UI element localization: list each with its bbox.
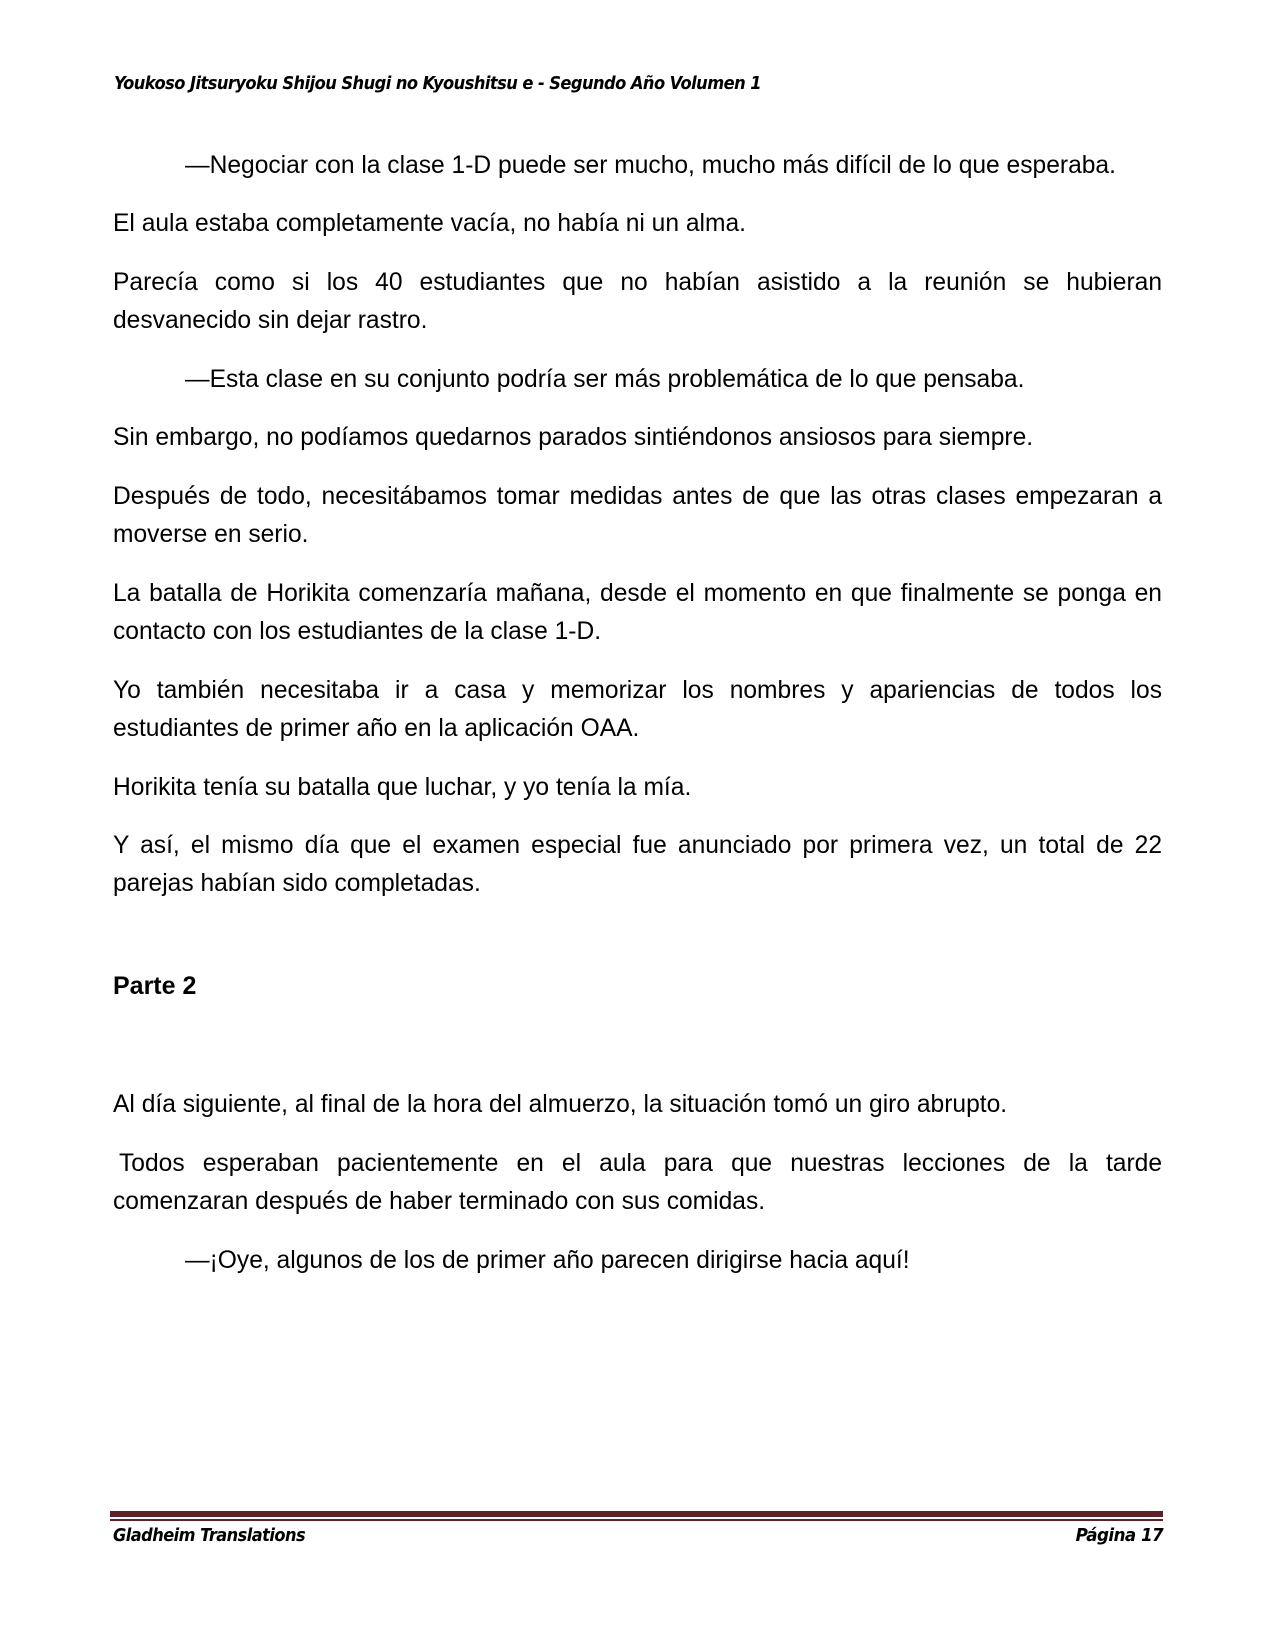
page-number: Página 17 xyxy=(1075,1525,1163,1546)
paragraph: Todos esperaban pacientemente en el aula para que nuestras lecciones de la tarde comenzaran después de haber terminado con sus comidas. xyxy=(113,1149,1162,1216)
section-title: Parte 2 xyxy=(113,971,197,1000)
paragraph: El aula estaba completamente vacía, no había ni un alma. xyxy=(113,210,747,238)
paragraph: Y así, el mismo día que el examen especial fue anunciado por primera vez, un total de 22 parejas habían sido completadas. xyxy=(113,831,1162,898)
paragraph: Parecía como si los 40 estudiantes que no habían asistido a la reunión se hubieran desvanecido sin dejar rastro. xyxy=(113,268,1162,335)
paragraph: —Negociar con la clase 1-D puede ser mucho, mucho más difícil de lo que esperaba. xyxy=(185,152,1116,179)
spacer xyxy=(113,1005,1162,1086)
body-text xyxy=(113,147,1162,1300)
footer-divider xyxy=(110,1511,1163,1517)
paragraph: —Esta clase en su conjunto podría ser más problemática de lo que pensaba. xyxy=(185,365,1025,393)
paragraph: Yo también necesitaba ir a casa y memorizar los nombres y apariencias de todos los estudiantes de primer año en la aplicación OAA. xyxy=(113,676,1162,743)
spacer xyxy=(113,924,1162,967)
footer-divider-thin xyxy=(110,1519,1163,1521)
paragraph: Después de todo, necesitábamos tomar medidas antes de que las otras clases empezaran a moverse en serio. xyxy=(113,482,1162,549)
paragraph: Sin embargo, no podíamos quedarnos parados sintiéndonos ansiosos para siempre. xyxy=(113,424,1034,452)
paragraph: —¡Oye, algunos de los de primer año parecen dirigirse hacia aquí! xyxy=(185,1246,910,1274)
running-header: Youkoso Jitsuryoku Shijou Shugi no Kyoushitsu e - Segundo Año Volumen 1 xyxy=(114,74,761,94)
paragraph: Al día siguiente, al final de la hora del almuerzo, la situación tomó un giro abrupto. xyxy=(113,1091,1008,1119)
paragraph: Horikita tenía su batalla que luchar, y yo tenía la mía. xyxy=(113,773,692,801)
paragraph: La batalla de Horikita comenzaría mañana, desde el momento en que finalmente se ponga en contacto con los estudiantes de la clase 1-D. xyxy=(113,579,1162,646)
footer-publisher: Gladheim Translations xyxy=(113,1525,306,1546)
